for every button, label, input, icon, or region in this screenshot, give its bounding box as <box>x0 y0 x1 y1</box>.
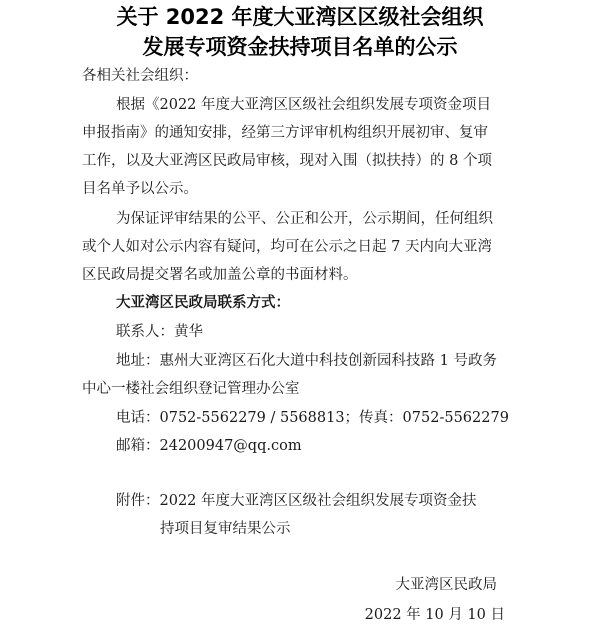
title-line-1: 关于 2022 年度大亚湾区区级社会组织 <box>116 5 484 29</box>
paragraph-2-line-1: 为保证评审结果的公平、公正和公开，公示期间，任何组织 <box>116 211 493 227</box>
contact-phone: 电话：0752-5562279 / 5568813；传真：0752-5562279 <box>116 410 509 426</box>
contact-heading: 大亚湾区民政局联系方式： <box>116 295 290 311</box>
paragraph-2-line-2: 或个人如对公示内容有疑问，均可在公示之日起 7 天内向大亚湾 <box>82 239 492 255</box>
contact-person: 联系人：黄华 <box>116 324 203 340</box>
paragraph-1-line-3: 工作，以及大亚湾区民政局审核，现对入围（拟扶持）的 8 个项 <box>82 153 492 169</box>
title-line-2: 发展专项资金扶持项目名单的公示 <box>142 35 458 59</box>
signature-org: 大亚湾区民政局 <box>395 577 497 593</box>
paragraph-1-line-4: 目名单予以公示。 <box>82 181 198 197</box>
attachment-line-1: 附件：2022 年度大亚湾区区级社会组织发展专项资金扶 <box>116 493 477 509</box>
paragraph-1-line-2: 申报指南》的通知安排，经第三方评审机构组织开展初审、复审 <box>82 125 488 141</box>
paragraph-1-line-1: 根据《2022 年度大亚湾区区级社会组织发展专项资金项目 <box>116 97 492 113</box>
contact-address-line-2: 中心一楼社会组织登记管理办公室 <box>82 381 300 397</box>
paragraph-2-line-3: 区民政局提交署名或加盖公章的书面材料。 <box>82 267 358 283</box>
signature-date: 2022 年 10 月 10 日 <box>364 607 505 623</box>
attachment-line-2: 持项目复审结果公示 <box>160 521 291 537</box>
contact-address-line-1: 地址：惠州大亚湾区石化大道中科技创新园科技路 1 号政务 <box>116 353 497 369</box>
salutation: 各相关社会组织： <box>82 68 198 84</box>
contact-email: 邮箱：24200947@qq.com <box>116 438 302 454</box>
